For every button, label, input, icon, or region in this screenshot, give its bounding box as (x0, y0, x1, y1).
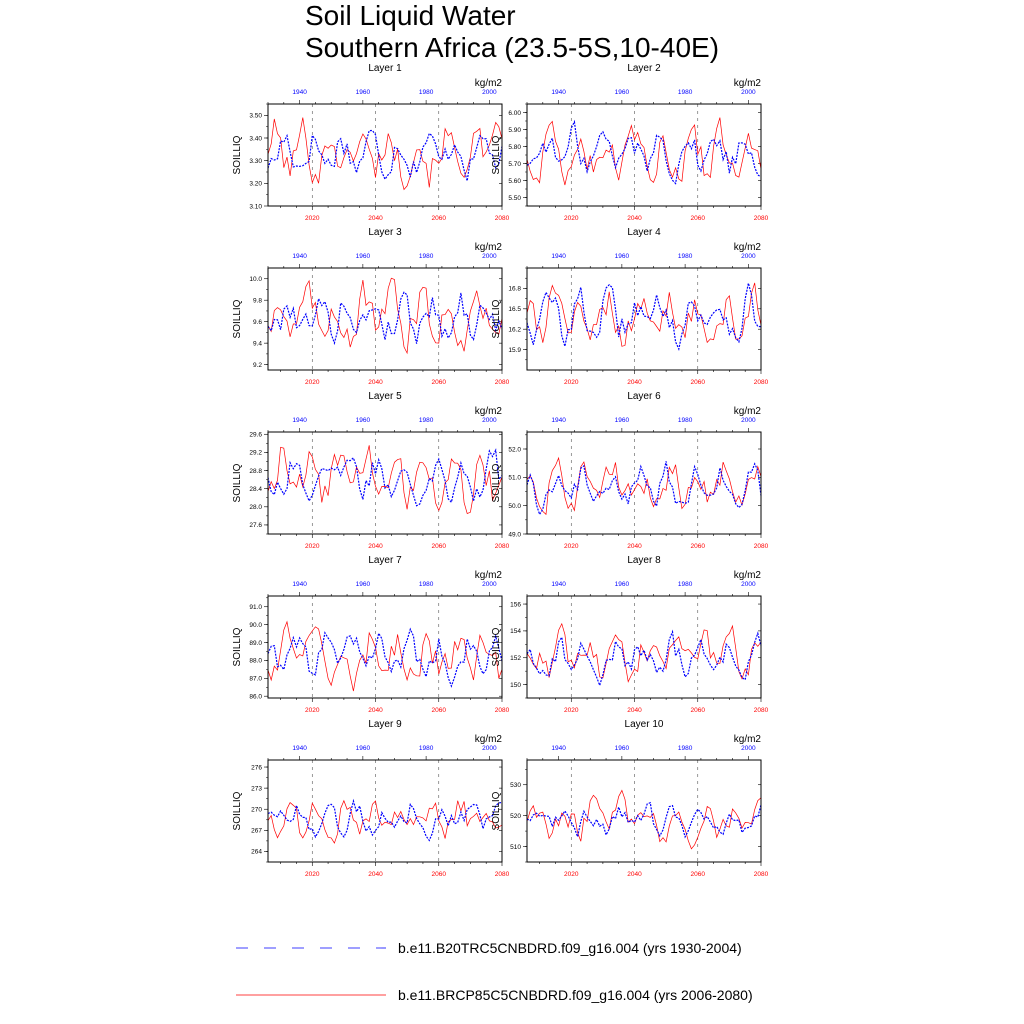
bottom-tick-label: 2080 (494, 379, 510, 386)
y-tick-label: 270 (251, 806, 262, 814)
y-tick-label: 88.0 (249, 657, 262, 665)
bottom-tick-label: 2060 (431, 215, 446, 222)
top-tick-label: 1960 (614, 89, 630, 96)
plot-frame (527, 104, 761, 206)
panel-title: Layer 2 (627, 63, 661, 74)
top-tick-label: 1980 (418, 745, 434, 752)
units-label: kg/m2 (733, 734, 761, 745)
top-tick-label: 1980 (418, 89, 434, 96)
bottom-tick-label: 2020 (305, 871, 320, 878)
units-label: kg/m2 (474, 570, 502, 581)
y-tick-label: 91.0 (249, 604, 262, 612)
y-tick-label: 16.5 (508, 306, 521, 314)
top-tick-label: 1940 (551, 253, 566, 260)
y-tick-label: 10.0 (249, 276, 262, 284)
bottom-tick-label: 2080 (494, 543, 510, 550)
bottom-tick-label: 2040 (627, 543, 642, 550)
y-tick-label: 5.80 (508, 143, 521, 151)
panel-title: Layer 9 (368, 719, 402, 730)
bottom-tick-label: 2040 (627, 707, 642, 714)
bottom-tick-label: 2040 (627, 871, 642, 878)
panel-layer-1 (232, 63, 510, 222)
bottom-tick-label: 2020 (564, 543, 579, 550)
y-tick-label: 3.40 (249, 135, 262, 143)
y-tick-label: 3.10 (249, 203, 262, 211)
panel-layer-2 (491, 63, 769, 222)
series-line-rcp85 (527, 118, 761, 185)
y-tick-label: 156 (510, 601, 521, 609)
bottom-tick-label: 2020 (305, 215, 320, 222)
units-label: kg/m2 (474, 734, 502, 745)
y-tick-label: 50.0 (508, 502, 521, 510)
bottom-tick-label: 2020 (564, 871, 579, 878)
top-tick-label: 2000 (482, 89, 497, 96)
top-tick-label: 1980 (418, 417, 434, 424)
y-tick-label: 5.60 (508, 177, 521, 185)
series-line-historical (527, 632, 761, 686)
y-axis-label: SOILLIQ (491, 299, 502, 339)
y-tick-label: 3.30 (249, 157, 262, 165)
series-line-rcp85 (527, 790, 761, 848)
y-axis-label: SOILLIQ (232, 135, 243, 175)
y-axis-label: SOILLIQ (232, 627, 243, 667)
panel-title: Layer 7 (368, 555, 402, 566)
bottom-tick-label: 2020 (305, 707, 320, 714)
y-axis-label: SOILLIQ (491, 135, 502, 175)
bottom-tick-label: 2040 (627, 379, 642, 386)
top-tick-label: 1980 (418, 253, 434, 260)
top-tick-label: 2000 (741, 745, 756, 752)
bottom-tick-label: 2020 (564, 707, 579, 714)
top-tick-label: 1940 (551, 745, 566, 752)
series-line-rcp85 (527, 624, 761, 682)
legend-label-rcp85: b.e11.BRCP85C5CNBDRD.f09_g16.004 (yrs 2006-2080) (398, 987, 753, 1003)
bottom-tick-label: 2020 (564, 379, 579, 386)
units-label: kg/m2 (733, 78, 761, 89)
top-tick-label: 1960 (614, 253, 630, 260)
top-tick-label: 2000 (741, 253, 756, 260)
panel-layer-7 (232, 555, 510, 714)
y-tick-label: 29.2 (249, 449, 262, 457)
units-label: kg/m2 (474, 242, 502, 253)
y-tick-label: 16.8 (508, 285, 521, 293)
y-tick-label: 9.4 (252, 340, 262, 348)
y-tick-label: 154 (510, 628, 521, 636)
bottom-tick-label: 2080 (494, 215, 510, 222)
y-tick-label: 28.4 (249, 485, 262, 493)
bottom-tick-label: 2040 (368, 871, 383, 878)
panel-title: Layer 4 (627, 227, 661, 238)
panel-title: Layer 6 (627, 391, 661, 402)
y-tick-label: 16.2 (508, 326, 521, 334)
y-tick-label: 510 (510, 843, 521, 851)
bottom-tick-label: 2080 (753, 871, 769, 878)
y-tick-label: 273 (251, 785, 262, 793)
top-tick-label: 1960 (355, 253, 371, 260)
y-tick-label: 5.50 (508, 194, 521, 202)
bottom-tick-label: 2040 (368, 543, 383, 550)
y-tick-label: 9.8 (252, 297, 262, 305)
panel-layer-9 (232, 719, 510, 878)
top-tick-label: 1980 (418, 581, 434, 588)
bottom-tick-label: 2080 (753, 543, 769, 550)
top-tick-label: 1980 (677, 417, 693, 424)
top-tick-label: 1960 (355, 581, 371, 588)
y-tick-label: 530 (510, 782, 521, 790)
y-tick-label: 152 (510, 655, 521, 663)
y-tick-label: 5.90 (508, 126, 521, 134)
top-tick-label: 1940 (292, 417, 307, 424)
panel-layer-8 (491, 555, 769, 714)
top-tick-label: 1940 (292, 745, 307, 752)
top-tick-label: 1960 (614, 417, 630, 424)
y-axis-label: SOILLIQ (491, 791, 502, 831)
y-tick-label: 3.50 (249, 112, 262, 120)
top-tick-label: 1940 (551, 89, 566, 96)
y-tick-label: 520 (510, 812, 521, 820)
series-line-rcp85 (268, 445, 502, 513)
y-tick-label: 5.70 (508, 160, 521, 168)
top-tick-label: 2000 (482, 417, 497, 424)
bottom-tick-label: 2060 (690, 707, 705, 714)
top-tick-label: 1960 (614, 581, 630, 588)
panel-title: Layer 1 (368, 63, 402, 74)
panel-layer-5 (232, 391, 510, 550)
bottom-tick-label: 2060 (431, 871, 446, 878)
y-axis-label: SOILLIQ (232, 791, 243, 831)
y-tick-label: 267 (251, 827, 262, 835)
series-line-historical (527, 283, 761, 349)
bottom-tick-label: 2080 (753, 707, 769, 714)
bottom-tick-label: 2060 (431, 379, 446, 386)
plot-frame (527, 760, 761, 862)
panel-title: Layer 10 (624, 719, 664, 730)
y-tick-label: 87.0 (249, 675, 262, 683)
y-axis-label: SOILLIQ (232, 299, 243, 339)
bottom-tick-label: 2020 (564, 215, 579, 222)
y-tick-label: 9.6 (252, 318, 262, 326)
plot-frame (268, 268, 502, 370)
y-tick-label: 27.6 (249, 522, 262, 530)
units-label: kg/m2 (733, 406, 761, 417)
bottom-tick-label: 2060 (431, 543, 446, 550)
y-tick-label: 28.8 (249, 467, 262, 475)
y-tick-label: 15.9 (508, 346, 521, 354)
top-tick-label: 2000 (482, 745, 497, 752)
y-tick-label: 52.0 (508, 446, 521, 454)
bottom-tick-label: 2040 (368, 215, 383, 222)
legend-label-historical: b.e11.B20TRC5CNBDRD.f09_g16.004 (yrs 1930-2004) (398, 940, 742, 956)
bottom-tick-label: 2080 (753, 215, 769, 222)
panel-title: Layer 3 (368, 227, 402, 238)
y-tick-label: 150 (510, 681, 521, 689)
top-tick-label: 1980 (677, 581, 693, 588)
y-tick-label: 264 (251, 848, 262, 856)
top-tick-label: 1940 (551, 581, 566, 588)
bottom-tick-label: 2080 (494, 707, 510, 714)
chart-title: Soil Liquid Water (305, 0, 516, 31)
bottom-tick-label: 2080 (753, 379, 769, 386)
units-label: kg/m2 (733, 242, 761, 253)
y-tick-label: 276 (251, 764, 262, 772)
y-axis-label: SOILLIQ (491, 463, 502, 503)
top-tick-label: 1980 (677, 745, 693, 752)
panel-layer-6 (491, 391, 769, 550)
y-tick-label: 51.0 (508, 474, 521, 482)
bottom-tick-label: 2040 (368, 379, 383, 386)
bottom-tick-label: 2060 (690, 215, 705, 222)
bottom-tick-label: 2060 (690, 871, 705, 878)
y-axis-label: SOILLIQ (232, 463, 243, 503)
bottom-tick-label: 2020 (305, 543, 320, 550)
y-axis-label: SOILLIQ (491, 627, 502, 667)
series-line-historical (268, 131, 502, 181)
bottom-tick-label: 2020 (305, 379, 320, 386)
panel-layer-3 (232, 227, 510, 386)
plot-frame (268, 596, 502, 698)
bottom-tick-label: 2040 (627, 215, 642, 222)
plot-frame (268, 432, 502, 534)
top-tick-label: 1940 (551, 417, 566, 424)
y-tick-label: 6.00 (508, 109, 521, 117)
top-tick-label: 2000 (741, 581, 756, 588)
top-tick-label: 1980 (677, 253, 693, 260)
top-tick-label: 1960 (614, 745, 630, 752)
bottom-tick-label: 2060 (690, 543, 705, 550)
top-tick-label: 1960 (355, 417, 371, 424)
plot-frame (527, 432, 761, 534)
chart-subtitle: Southern Africa (23.5-5S,10-40E) (305, 32, 720, 63)
top-tick-label: 1940 (292, 581, 307, 588)
top-tick-label: 2000 (741, 417, 756, 424)
bottom-tick-label: 2040 (368, 707, 383, 714)
top-tick-label: 2000 (482, 581, 497, 588)
series-line-historical (527, 803, 761, 837)
y-tick-label: 90.0 (249, 621, 262, 629)
units-label: kg/m2 (474, 78, 502, 89)
panel-title: Layer 8 (627, 555, 661, 566)
units-label: kg/m2 (733, 570, 761, 581)
top-tick-label: 2000 (482, 253, 497, 260)
series-line-rcp85 (268, 801, 502, 843)
y-tick-label: 86.0 (249, 693, 262, 701)
series-line-historical (268, 450, 502, 506)
y-tick-label: 49.0 (508, 531, 521, 539)
bottom-tick-label: 2060 (690, 379, 705, 386)
panel-layer-4 (491, 227, 769, 386)
y-tick-label: 9.2 (252, 361, 262, 369)
panel-title: Layer 5 (368, 391, 402, 402)
y-tick-label: 3.20 (249, 180, 262, 188)
top-tick-label: 1960 (355, 89, 371, 96)
top-tick-label: 1960 (355, 745, 371, 752)
y-tick-label: 29.6 (249, 431, 262, 439)
units-label: kg/m2 (474, 406, 502, 417)
y-tick-label: 89.0 (249, 639, 262, 647)
top-tick-label: 1980 (677, 89, 693, 96)
bottom-tick-label: 2060 (431, 707, 446, 714)
top-tick-label: 1940 (292, 89, 307, 96)
top-tick-label: 1940 (292, 253, 307, 260)
top-tick-label: 2000 (741, 89, 756, 96)
bottom-tick-label: 2080 (494, 871, 510, 878)
y-tick-label: 28.0 (249, 504, 262, 512)
panel-layer-10 (491, 719, 769, 878)
